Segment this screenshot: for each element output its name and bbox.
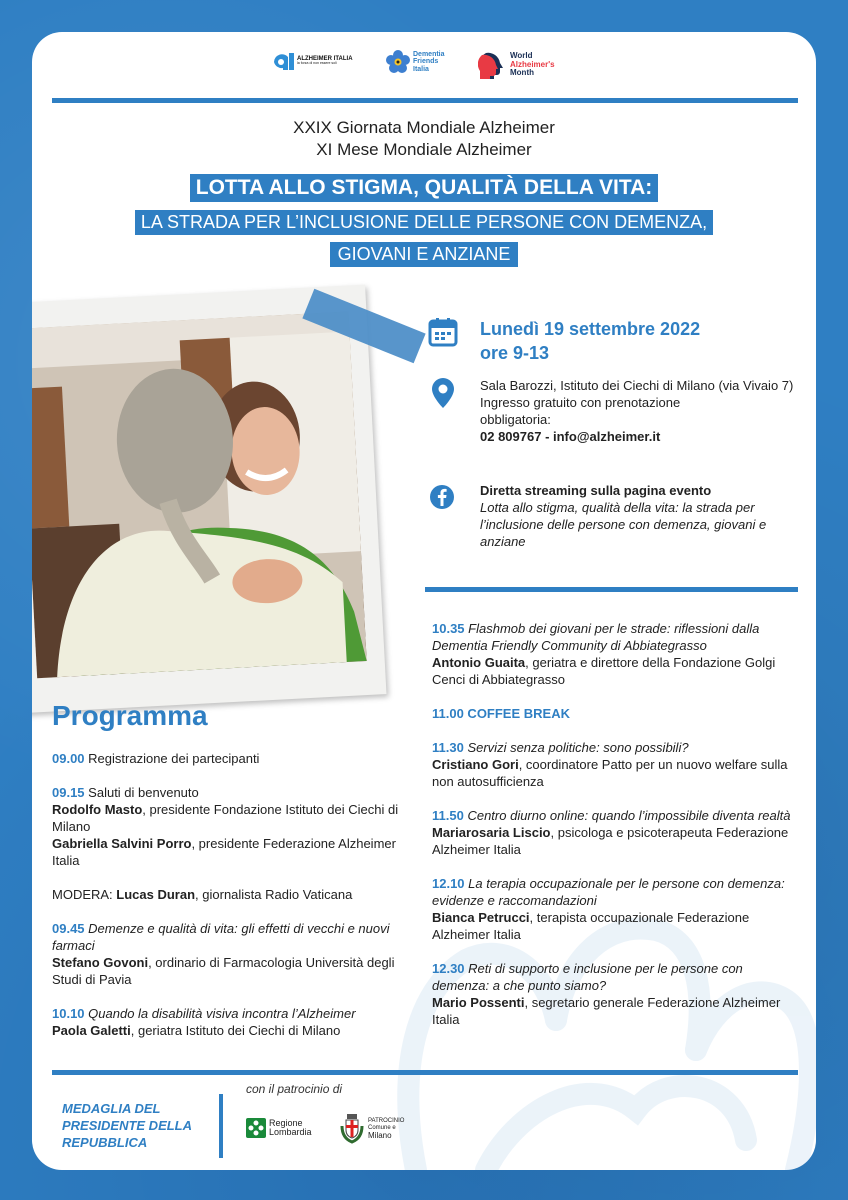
speaker-role: , psicologa e psicoterapeuta Federazione Alzheimer Italia: [432, 825, 789, 857]
divider-bottom: [52, 1070, 798, 1075]
programme-item: [52, 784, 422, 869]
event-date: Lunedì 19 settembre 2022: [480, 319, 701, 339]
event-time: ore 9-13: [480, 343, 550, 363]
item-time: 12.30: [432, 961, 465, 976]
item-title: La terapia occupazionale per le persone con demenza: evidenze e raccomandazioni: [432, 876, 785, 908]
logo-bar: [32, 50, 816, 86]
programme-right-column: [432, 620, 802, 1045]
speaker-name: Lucas Duran: [116, 887, 196, 902]
alzheimer-italia-logo: [272, 52, 353, 70]
title-line-1: LOTTA ALLO STIGMA, QUALITÀ DELLA VITA:: [190, 174, 659, 202]
programme-item: [432, 620, 802, 688]
speaker-role: , ordinario di Farmacologia Università degli Studi di Pavia: [52, 955, 395, 987]
speaker-role: , coordinatore Patto per un nuovo welfare sulla non autosufficienza: [432, 757, 788, 789]
milano-patrocinio: PATROCINIO: [368, 1117, 405, 1124]
alzheimer-italia-name: ALZHEIMER ITALIA: [297, 56, 353, 63]
programme-item: [432, 875, 802, 943]
stream-label: Diretta streaming sulla pagina evento: [480, 483, 712, 498]
world-alzheimers-month-logo: [478, 51, 555, 79]
milano-line-2: Milano: [368, 1130, 392, 1140]
speaker-name: Stefano Govoni: [52, 955, 149, 970]
dementia-friends-line1: Dementia: [413, 50, 445, 58]
wam-line2: Alzheimer's: [510, 59, 555, 69]
speaker-name: Paola Galetti: [52, 1023, 131, 1038]
calendar-icon: [428, 317, 458, 347]
title-line-2: LA STRADA PER L’INCLUSIONE DELLE PERSONE CON DEMENZA,: [135, 210, 713, 235]
item-title: Quando la disabilità visiva incontra l’Alzheimer: [88, 1006, 356, 1021]
speaker-name: Mario Possenti: [432, 995, 525, 1010]
item-time: 12.10: [432, 876, 465, 891]
programme-item: [52, 750, 422, 767]
item-title: Flashmob dei giovani per le strade: riflessioni dalla Dementia Friendly Community di Abbiategrasso: [432, 621, 760, 653]
coffee-break: 11.00 COFFEE BREAK: [432, 706, 570, 721]
event-date-row: [428, 317, 700, 365]
speaker-role: , segretario generale Federazione Alzheimer Italia: [432, 995, 781, 1027]
speaker-name: Mariarosaria Liscio: [432, 825, 551, 840]
programme-item: [52, 920, 422, 988]
medal-line-1: MEDAGLIA DEL: [62, 1101, 161, 1116]
programme-title: Programma: [52, 700, 208, 731]
speaker-role: , presidente Federazione Alzheimer Italia: [52, 836, 396, 868]
speaker-role: , giornalista Radio Vaticana: [195, 887, 353, 902]
forget-me-not-flower-icon: [386, 50, 410, 74]
item-time: 11.50: [432, 808, 464, 823]
footer-divider: [219, 1094, 223, 1158]
stream-title: Lotta allo stigma, qualità della vita: la strada per l’inclusione delle persone con demenza, giovani e anziane: [480, 500, 767, 549]
regione-lombardia-logo: [246, 1118, 312, 1138]
subtitle-mese: XI Mese Mondiale Alzheimer: [316, 140, 532, 159]
item-time: 10.10: [52, 1006, 85, 1021]
item-text: Saluti di benvenuto: [88, 785, 199, 800]
programme-item: [432, 739, 802, 790]
event-stream-row: [428, 482, 780, 550]
event-contact[interactable]: 02 809767 - info@alzheimer.it: [480, 429, 661, 444]
item-time: 09.00: [52, 751, 85, 766]
event-entry: Ingresso gratuito con prenotazione obbligatoria:: [480, 395, 681, 427]
title-banner-3: [32, 242, 816, 267]
wam-line3: Month: [510, 68, 534, 78]
milano-line-1: Comune e: [368, 1124, 396, 1131]
divider-middle: [425, 587, 798, 592]
speaker-role: , presidente Fondazione Istituto dei Ciechi di Milano: [52, 802, 399, 834]
comune-milano-logo: [340, 1112, 404, 1144]
programme-item: [432, 807, 802, 858]
dementia-friends-line2: Friends: [413, 58, 439, 66]
item-title: Servizi senza politiche: sono possibili?: [467, 740, 689, 755]
medal-text: [62, 1100, 192, 1151]
hugging-women-illustration-icon: [32, 312, 367, 679]
speaker-name: Rodolfo Masto: [52, 802, 143, 817]
facebook-icon[interactable]: [428, 482, 458, 512]
item-time: 09.45: [52, 921, 85, 936]
programme-item: [52, 1005, 422, 1039]
medal-line-3: REPUBBLICA: [62, 1135, 148, 1150]
moderator-item: [52, 886, 422, 903]
moderator-label: MODERA:: [52, 887, 117, 902]
alzheimer-italia-tagline: la forza di non essere soli: [297, 61, 337, 66]
item-title: Centro diurno online: quando l’impossibile diventa realtà: [467, 808, 791, 823]
dementia-friends-logo: [386, 50, 445, 74]
speaker-name: Bianca Petrucci: [432, 910, 530, 925]
item-time: 11.30: [432, 740, 464, 755]
lombardia-rose-icon: [246, 1118, 266, 1138]
divider-top: [52, 98, 798, 103]
hug-photo: [32, 312, 367, 679]
programme-left-column: [52, 750, 422, 1056]
speaker-name: Gabriella Salvini Porro: [52, 836, 192, 851]
event-location-row: [428, 377, 810, 445]
map-pin-icon: [428, 377, 458, 409]
item-time: 10.35: [432, 621, 465, 636]
polaroid-photo-frame: [32, 285, 386, 714]
title-line-3: GIOVANI E ANZIANE: [330, 242, 519, 267]
patronage-label: con il patrocinio di: [246, 1082, 343, 1096]
title-banner-1: [32, 174, 816, 202]
item-time: 09.15: [52, 785, 85, 800]
dementia-friends-line3: Italia: [413, 65, 429, 73]
speaker-role: , geriatra Istituto dei Ciechi di Milano: [130, 1023, 341, 1038]
item-text: Registrazione dei partecipanti: [88, 751, 260, 766]
event-location: Sala Barozzi, Istituto dei Ciechi di Milano (via Vivaio 7): [480, 378, 794, 393]
poster-card: [32, 32, 816, 1170]
subtitle-giornata: XXIX Giornata Mondiale Alzheimer: [293, 118, 555, 137]
speaker-role: , geriatra e direttore della Fondazione Golgi Cenci di Abbiategrasso: [432, 655, 776, 687]
speaker-name: Antonio Guaita: [432, 655, 526, 670]
speaker-role: , terapista occupazionale Federazione Alzheimer Italia: [432, 910, 750, 942]
programme-item: [432, 960, 802, 1028]
lombardia-line-1: Regione: [269, 1118, 303, 1128]
title-banner-2: [32, 210, 816, 235]
lombardia-line-2: Lombardia: [269, 1127, 312, 1137]
head-profile-icon: [478, 51, 506, 79]
milano-coat-of-arms-icon: [340, 1112, 364, 1144]
wam-line1: World: [510, 51, 533, 61]
medal-line-2: PRESIDENTE DELLA: [62, 1118, 193, 1133]
speaker-name: Cristiano Gori: [432, 757, 519, 772]
alzheimer-italia-mark-icon: [272, 52, 294, 70]
item-title: Demenze e qualità di vita: gli effetti di vecchi e nuovi farmaci: [52, 921, 390, 953]
item-title: Reti di supporto e inclusione per le persone con demenza: a che punto siamo?: [432, 961, 743, 993]
